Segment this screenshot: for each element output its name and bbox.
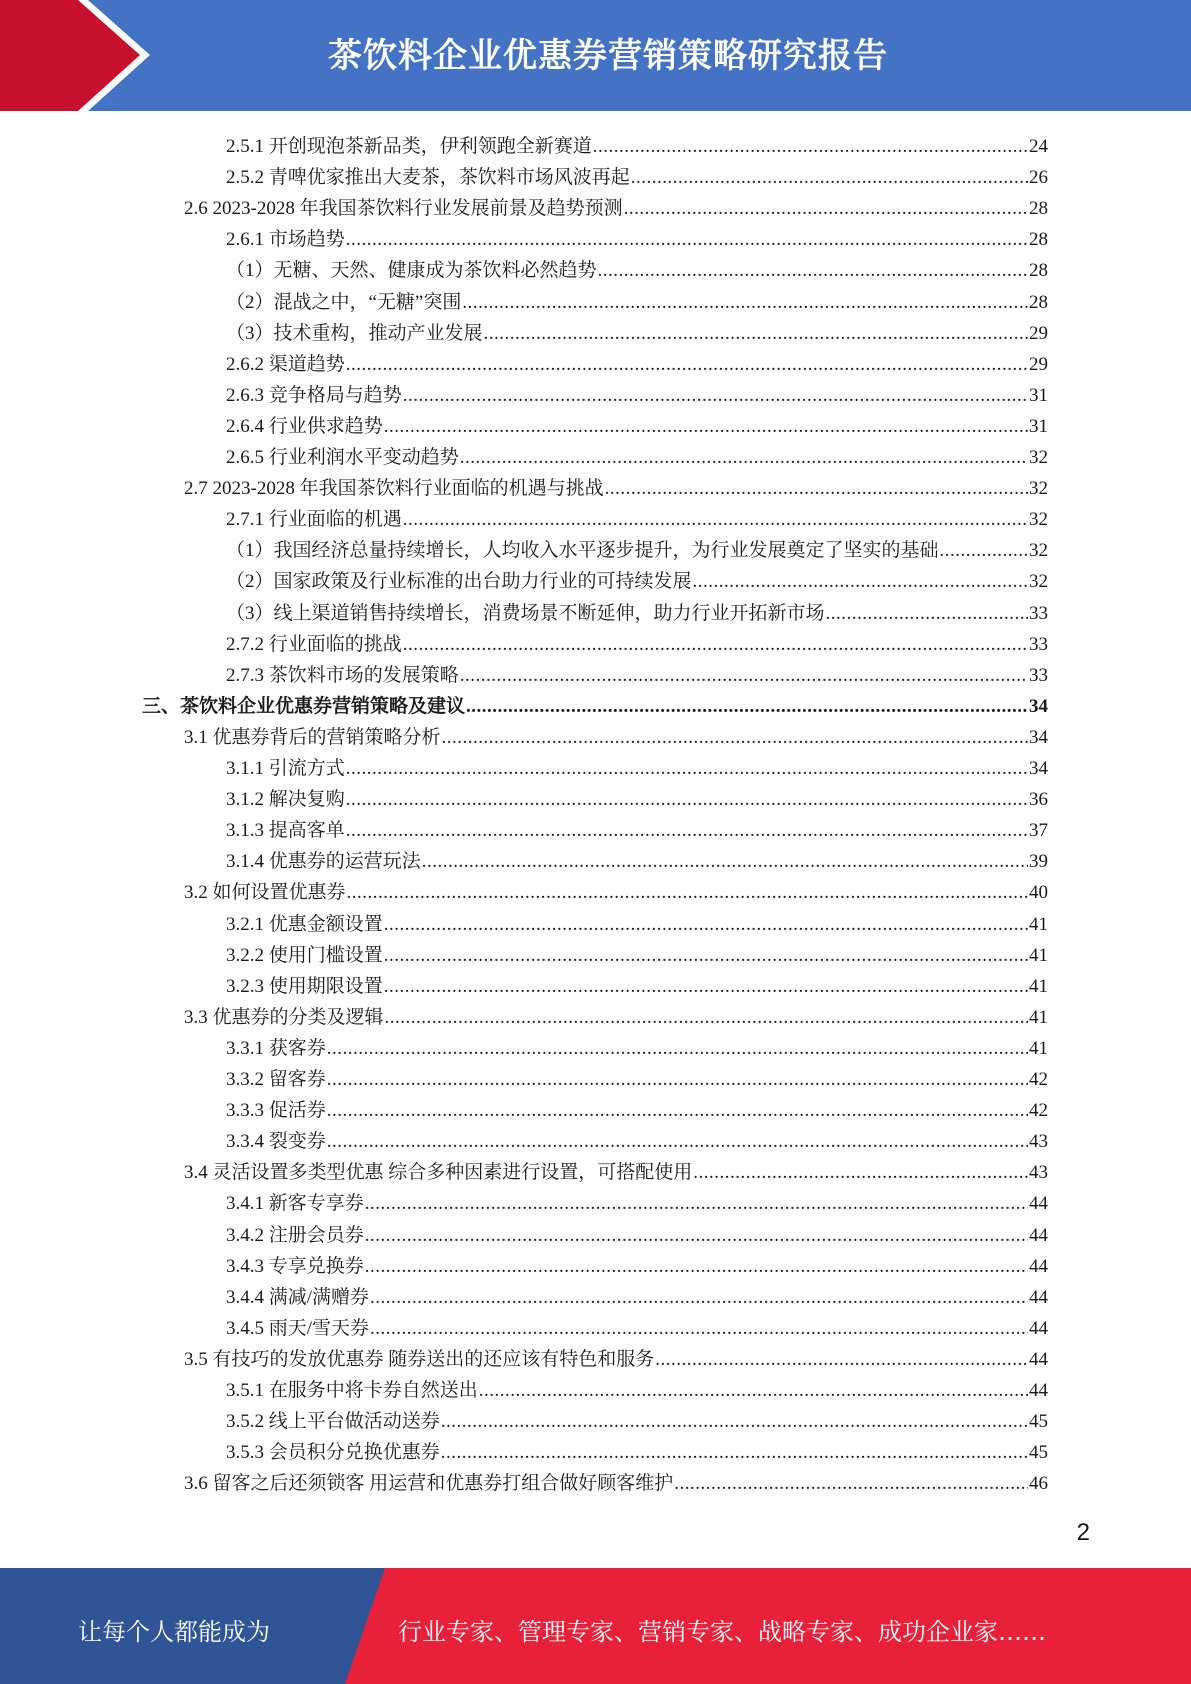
toc-entry-page: 33: [1029, 602, 1048, 624]
toc-entry[interactable]: [226, 906, 1048, 937]
toc-dot-leader: [365, 1192, 1028, 1216]
toc-dot-leader: [346, 819, 1028, 843]
toc-dot-leader: [940, 539, 1028, 563]
toc-dot-leader: [403, 384, 1028, 408]
toc-dot-leader: [403, 508, 1028, 532]
toc-entry[interactable]: [226, 968, 1048, 999]
toc-entry-page: 40: [1029, 882, 1048, 904]
toc-entry-page: 33: [1029, 633, 1048, 655]
toc-entry-title: 3.1.3 提高客单: [226, 820, 345, 842]
toc-dot-leader: [479, 1379, 1028, 1403]
toc-entry-title: 2.5.2 青啤优家推出大麦茶，茶饮料市场风波再起: [226, 167, 630, 189]
toc-entry[interactable]: [226, 252, 1048, 283]
toc-entry-title: 2.6.4 行业供求趋势: [226, 415, 383, 437]
toc-entry-page: 32: [1029, 509, 1048, 531]
toc-dot-leader: [466, 695, 1028, 719]
toc-dot-leader: [462, 291, 1028, 315]
toc-entry-page: 28: [1029, 260, 1048, 282]
toc-entry[interactable]: [184, 719, 1048, 750]
toc-entry-title: 3.1.2 解决复购: [226, 789, 345, 811]
toc-entry[interactable]: [226, 812, 1048, 843]
toc-dot-leader: [346, 788, 1028, 812]
toc-entry-title: 2.6.5 行业利润水平变动趋势: [226, 447, 459, 468]
toc-entry-title: （1）无糖、天然、健康成为茶饮料必然趋势: [226, 260, 597, 282]
toc-entry-title: 3.1 优惠券背后的营销策略分析: [184, 726, 441, 748]
toc-entry-title: 3.4.3 专享兑换券: [226, 1255, 364, 1277]
toc-dot-leader: [365, 1224, 1028, 1248]
toc-dot-leader: [593, 135, 1028, 159]
toc-dot-leader: [484, 322, 1028, 346]
toc-entry-title: 2.6.1 市场趋势: [226, 229, 345, 251]
toc-entry[interactable]: [226, 843, 1048, 874]
toc-entry-page: 33: [1029, 664, 1048, 686]
toc-entry[interactable]: [226, 1248, 1048, 1279]
toc-entry-title: 3.3.4 裂变券: [226, 1131, 326, 1153]
toc-entry[interactable]: [226, 1217, 1048, 1248]
toc-entry[interactable]: [226, 315, 1048, 346]
toc-dot-leader: [693, 570, 1028, 594]
toc-entry-page: 44: [1029, 1193, 1048, 1215]
toc-entry-page: 24: [1029, 136, 1048, 157]
toc-entry[interactable]: [226, 346, 1048, 377]
toc-entry-page: 44: [1029, 1286, 1048, 1308]
toc-entry-title: 2.7.1 行业面临的机遇: [226, 509, 402, 531]
toc-entry-page: 41: [1029, 975, 1048, 997]
toc-entry-title: 3.1.1 引流方式: [226, 758, 345, 779]
toc-dot-leader: [370, 1286, 1028, 1310]
toc-entry-page: 41: [1029, 913, 1048, 935]
toc-dot-leader: [460, 664, 1028, 688]
toc-entry[interactable]: [226, 626, 1048, 657]
toc-entry-page: 31: [1029, 415, 1048, 437]
toc-entry[interactable]: [226, 284, 1048, 315]
toc-entry-page: 42: [1029, 1100, 1048, 1122]
toc-dot-leader: [384, 415, 1028, 439]
toc-entry-page: 31: [1029, 384, 1048, 406]
toc-entry-title: 3.4 灵活设置多类型优惠 综合多种因素进行设置，可搭配使用: [184, 1162, 693, 1184]
toc-entry-page: 41: [1029, 1037, 1048, 1059]
toc-entry-page: 44: [1029, 1255, 1048, 1277]
toc-entry-page: 44: [1029, 1348, 1048, 1370]
toc-entry-title: 2.6.2 渠道趋势: [226, 353, 345, 375]
toc-entry-page: 29: [1029, 353, 1048, 375]
toc-dot-leader: [384, 944, 1028, 968]
toc-entry-title: 3.6 留客之后还须锁客 用运营和优惠券打组合做好顾客维护: [184, 1473, 674, 1495]
toc-dot-leader: [693, 1161, 1028, 1185]
toc-entry-title: 3.5.2 线上平台做活动送券: [226, 1411, 440, 1433]
toc-entry-page: 41: [1029, 1006, 1048, 1028]
toc-entry-page: 34: [1029, 695, 1048, 717]
toc-entry-page: 32: [1029, 447, 1048, 468]
toc-dot-leader: [385, 1006, 1028, 1030]
toc-entry[interactable]: [226, 501, 1048, 532]
toc-entry[interactable]: [226, 1310, 1048, 1341]
footer-slogan-right: 行业专家、管理专家、营销专家、战略专家、成功企业家……: [398, 1618, 1046, 1646]
toc-entry-title: 3.3.1 获客券: [226, 1037, 326, 1059]
toc-entry[interactable]: [226, 1061, 1048, 1092]
toc-entry-title: 3.5 有技巧的发放优惠券 随券送出的还应该有特色和服务: [184, 1348, 655, 1370]
toc-entry[interactable]: [184, 1465, 1048, 1496]
toc-entry-page: 46: [1029, 1473, 1048, 1495]
toc-entry[interactable]: [226, 1403, 1048, 1434]
toc-entry-title: 2.5.1 开创现泡茶新品类，伊利领跑全新赛道: [226, 136, 592, 157]
toc-dot-leader: [655, 1348, 1028, 1372]
toc-entry[interactable]: [226, 750, 1048, 781]
toc-dot-leader: [441, 1410, 1028, 1434]
toc-entry-title: 2.6.3 竞争格局与趋势: [226, 384, 402, 406]
toc-entry-title: 3.4.1 新客专享券: [226, 1193, 364, 1215]
toc-entry-title: （1）我国经济总量持续增长，人均收入水平逐步提升，为行业发展奠定了坚实的基础: [226, 540, 939, 562]
toc-entry-page: 32: [1029, 540, 1048, 562]
toc-entry-title: 3.4.5 雨天/雪天券: [226, 1317, 370, 1339]
toc-entry-page: 28: [1029, 229, 1048, 251]
toc-dot-leader: [442, 726, 1028, 750]
toc-entry-title: 3.5.1 在服务中将卡券自然送出: [226, 1380, 478, 1401]
toc-entry[interactable]: [226, 1092, 1048, 1123]
toc-entry[interactable]: [226, 1279, 1048, 1310]
toc-entry[interactable]: [226, 532, 1048, 563]
toc-entry[interactable]: [226, 1372, 1048, 1403]
toc-entry-page: 44: [1029, 1224, 1048, 1246]
toc-entry-title: （2）混战之中，“无糖”突围: [226, 291, 462, 313]
toc-entry-title: 2.7.2 行业面临的挑战: [226, 633, 402, 655]
toc-entry[interactable]: [226, 128, 1048, 159]
toc-dot-leader: [631, 166, 1028, 190]
toc-entry-title: 3.4.2 注册会员券: [226, 1224, 364, 1246]
toc-entry-title: （2）国家政策及行业标准的出台助力行业的可持续发展: [226, 571, 692, 593]
toc-entry-page: 28: [1029, 198, 1048, 220]
toc-entry-page: 28: [1029, 291, 1048, 313]
toc-entry-page: 43: [1029, 1131, 1048, 1153]
toc-entry[interactable]: [142, 688, 1048, 719]
toc-dot-leader: [624, 197, 1028, 221]
toc-entry[interactable]: [226, 595, 1048, 626]
toc-entry[interactable]: [226, 221, 1048, 252]
toc-entry-title: 3.3.3 促活券: [226, 1100, 326, 1122]
toc-dot-leader: [327, 1037, 1028, 1061]
toc-entry[interactable]: [226, 1030, 1048, 1061]
toc-entry-page: 43: [1029, 1162, 1048, 1184]
report-title: 茶饮料企业优惠券营销策略研究报告: [328, 36, 888, 76]
toc-entry-page: 32: [1029, 478, 1048, 500]
toc-dot-leader: [460, 446, 1028, 470]
toc-entry-title: 3.3 优惠券的分类及逻辑: [184, 1006, 384, 1028]
toc-entry-title: 3.2.1 优惠金额设置: [226, 913, 383, 935]
toc-entry-title: 2.7.3 茶饮料市场的发展策略: [226, 664, 459, 686]
toc-entry[interactable]: [184, 1154, 1048, 1185]
header-banner: [0, 0, 1191, 111]
toc-dot-leader: [346, 228, 1028, 252]
toc-entry[interactable]: [226, 781, 1048, 812]
toc-entry-title: 三、茶饮料企业优惠券营销策略及建议: [142, 695, 466, 717]
toc-entry-title: 2.6 2023-2028 年我国茶饮料行业发展前景及趋势预测: [184, 198, 623, 220]
toc-entry-page: 29: [1029, 322, 1048, 344]
toc-entry[interactable]: [184, 1341, 1048, 1372]
toc-dot-leader: [422, 850, 1028, 874]
footer-slogan-left: 让每个人都能成为: [78, 1618, 270, 1646]
toc-entry-title: 3.2.2 使用门槛设置: [226, 944, 383, 966]
toc-entry-title: 3.4.4 满减/满赠券: [226, 1286, 370, 1308]
toc-entry[interactable]: [226, 1123, 1048, 1154]
toc-entry-page: 45: [1029, 1442, 1048, 1464]
toc-dot-leader: [384, 975, 1028, 999]
toc-entry-page: 34: [1029, 758, 1048, 779]
toc-entry-title: 3.3.2 留客券: [226, 1069, 326, 1090]
toc-entry[interactable]: [226, 159, 1048, 190]
toc-entry-page: 34: [1029, 726, 1048, 748]
toc-dot-leader: [327, 1068, 1028, 1092]
toc-entry[interactable]: [226, 563, 1048, 594]
page-number: 2: [1076, 1519, 1090, 1546]
toc-dot-leader: [347, 881, 1028, 905]
toc-entry[interactable]: [184, 190, 1048, 221]
toc-entry[interactable]: [226, 1185, 1048, 1216]
toc-entry-title: （3）线上渠道销售持续增长，消费场景不断延伸，助力行业开拓新市场: [226, 602, 825, 624]
toc-entry-page: 32: [1029, 571, 1048, 593]
toc-entry[interactable]: [184, 470, 1048, 501]
toc-entry-page: 41: [1029, 944, 1048, 966]
toc-dot-leader: [327, 1099, 1028, 1123]
toc-entry-title: 2.7 2023-2028 年我国茶饮料行业面临的机遇与挑战: [184, 478, 604, 500]
toc-dot-leader: [605, 477, 1028, 501]
toc-entry-page: 36: [1029, 789, 1048, 811]
toc-dot-leader: [384, 913, 1028, 937]
toc-entry[interactable]: [226, 657, 1048, 688]
toc-entry[interactable]: [226, 439, 1048, 470]
toc-entry[interactable]: [184, 874, 1048, 905]
toc-dot-leader: [370, 1317, 1028, 1341]
toc-entry-page: 42: [1029, 1069, 1048, 1090]
toc-dot-leader: [826, 602, 1028, 626]
toc-dot-leader: [365, 1255, 1028, 1279]
toc-entry-page: 26: [1029, 167, 1048, 189]
toc-dot-leader: [441, 1441, 1028, 1465]
toc-entry-page: 37: [1029, 820, 1048, 842]
toc-dot-leader: [674, 1472, 1028, 1496]
toc-dot-leader: [327, 1130, 1028, 1154]
toc-entry-title: （3）技术重构，推动产业发展: [226, 322, 483, 344]
toc-dot-leader: [598, 259, 1028, 283]
toc-dot-leader: [403, 633, 1028, 657]
toc-entry-page: 45: [1029, 1411, 1048, 1433]
toc-entry[interactable]: [226, 937, 1048, 968]
toc-entry-title: 3.2 如何设置优惠券: [184, 882, 346, 904]
toc-entry-page: 44: [1029, 1317, 1048, 1339]
toc-dot-leader: [346, 353, 1028, 377]
toc-entry[interactable]: [184, 999, 1048, 1030]
toc-entry[interactable]: [226, 1434, 1048, 1465]
toc-entry[interactable]: [226, 377, 1048, 408]
toc-entry-title: 3.5.3 会员积分兑换优惠券: [226, 1442, 440, 1464]
toc-entry-page: 44: [1029, 1380, 1048, 1401]
toc-entry-title: 3.2.3 使用期限设置: [226, 975, 383, 997]
footer-banner: [0, 1568, 1191, 1684]
toc-entry-title: 3.1.4 优惠券的运营玩法: [226, 851, 421, 873]
toc-entry[interactable]: [226, 408, 1048, 439]
toc-dot-leader: [346, 757, 1028, 781]
toc-entry-page: 39: [1029, 851, 1048, 873]
